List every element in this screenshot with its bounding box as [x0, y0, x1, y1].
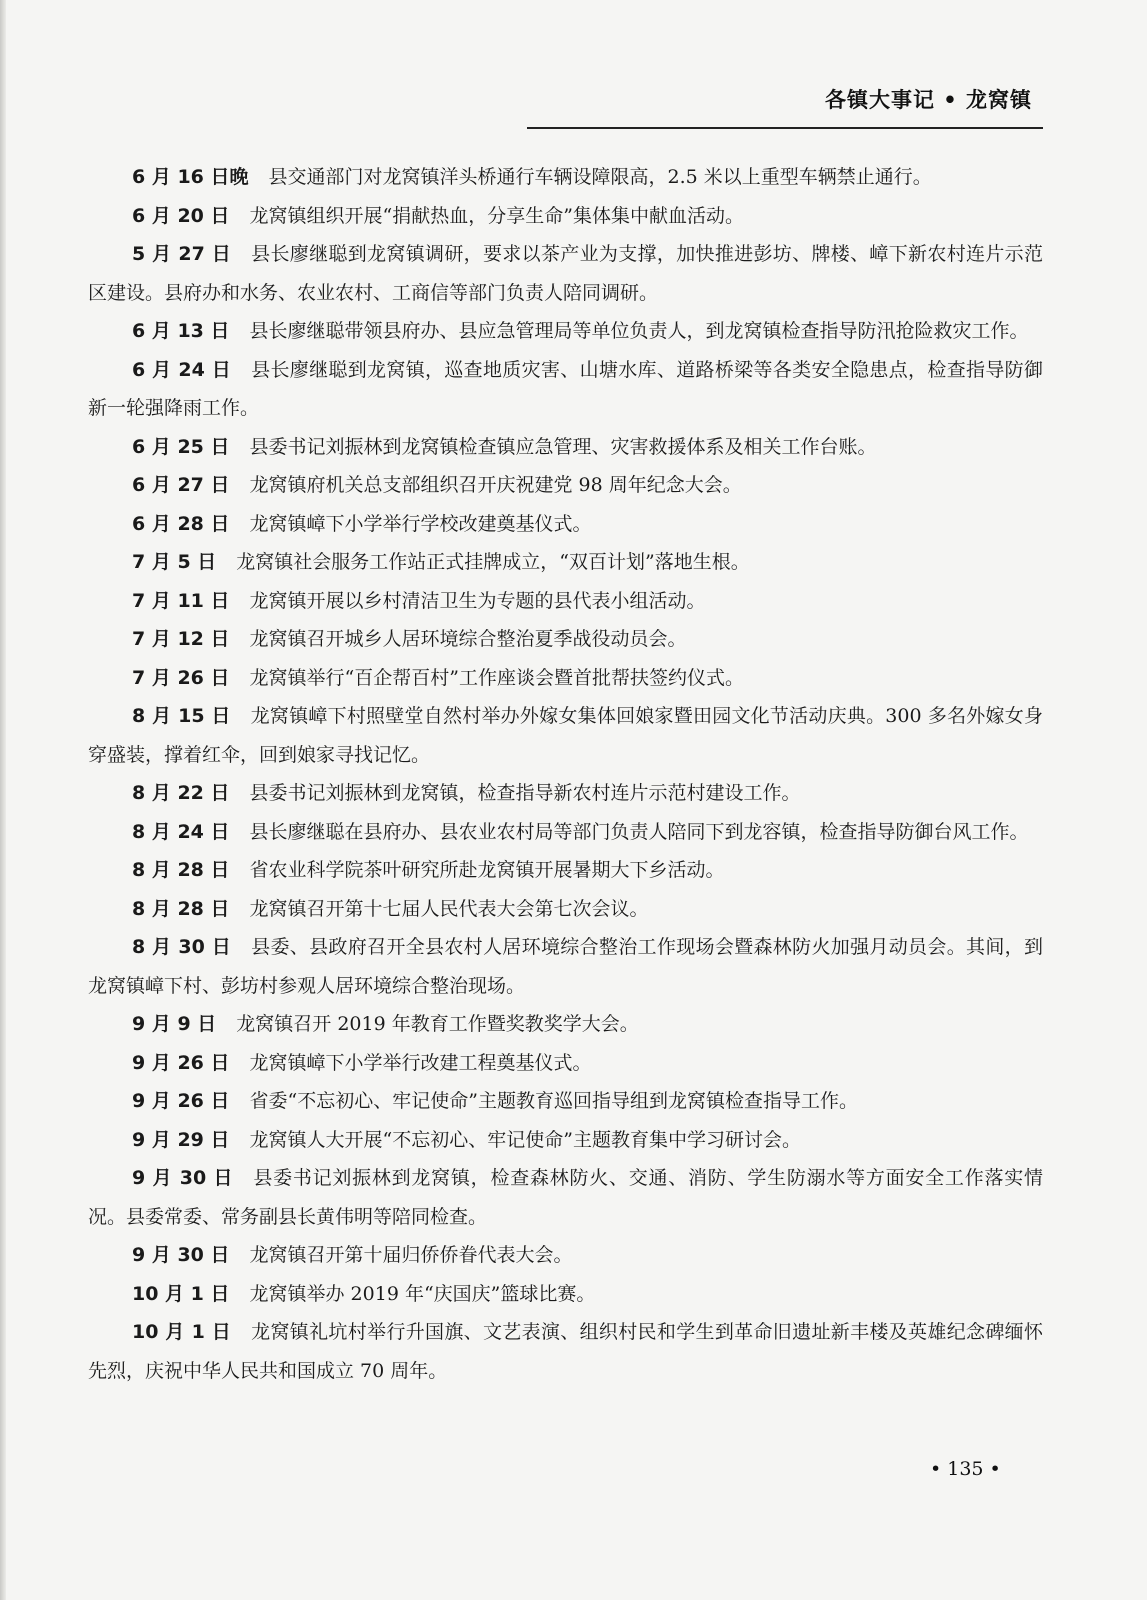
chronicle-entry [88, 1275, 1043, 1314]
entry-date: 6 月 25 日 [132, 435, 230, 458]
entry-text: 县长廖继聪到龙窝镇调研，要求以茶产业为支撑，加快推进彭坊、牌楼、嶂下新农村连片示范区建设。县府办和水务、农业农村、工商信等部门负责人陪同调研。 [88, 243, 1043, 304]
entry-text: 龙窝镇召开第十七届人民代表大会第七次会议。 [249, 897, 649, 920]
entry-text: 龙窝镇组织开展“捐献热血，分享生命”集体集中献血活动。 [249, 204, 744, 227]
entry-date: 8 月 28 日 [132, 897, 230, 920]
entry-text: 县委、县政府召开全县农村人居环境综合整治工作现场会暨森林防火加强月动员会。其间，到龙窝镇嶂下村、彭坊村参观人居环境综合整治现场。 [88, 936, 1043, 997]
entry-date: 9 月 9 日 [132, 1013, 217, 1035]
chronicle-entry [88, 1159, 1043, 1236]
entry-text: 龙窝镇召开 2019 年教育工作暨奖教奖学大会。 [236, 1013, 639, 1035]
entry-date: 6 月 28 日 [132, 512, 230, 535]
entry-text: 龙窝镇嶂下小学举行改建工程奠基仪式。 [249, 1051, 592, 1074]
entry-date: 8 月 28 日 [132, 859, 230, 881]
entry-date: 6 月 13 日 [132, 320, 230, 342]
entry-date: 9 月 26 日 [132, 1090, 230, 1112]
entry-date: 7 月 12 日 [132, 628, 230, 650]
chronicle-entry [88, 197, 1043, 236]
entry-text: 龙窝镇礼坑村举行升国旗、文艺表演、组织村民和学生到革命旧遗址新丰楼及英雄纪念碑缅怀先烈，庆祝中华人民共和国成立 70 周年。 [88, 1321, 1043, 1382]
entry-date: 6 月 20 日 [132, 204, 230, 227]
chronicle-entry [88, 928, 1043, 1005]
entry-date: 7 月 5 日 [132, 551, 217, 573]
entry-date: 9 月 26 日 [132, 1051, 230, 1074]
entry-text: 龙窝镇召开第十届归侨侨眷代表大会。 [249, 1244, 573, 1266]
chronicle-entries [88, 158, 1043, 1390]
chronicle-entry [88, 1313, 1043, 1390]
chronicle-entry [88, 1236, 1043, 1275]
entry-text: 龙窝镇社会服务工作站正式挂牌成立，“双百计划”落地生根。 [236, 551, 750, 573]
entry-date: 8 月 15 日 [132, 705, 231, 727]
entry-text: 龙窝镇府机关总支部组织召开庆祝建党 98 周年纪念大会。 [249, 474, 742, 496]
entry-text: 省委“不忘初心、牢记使命”主题教育巡回指导组到龙窝镇检查指导工作。 [249, 1090, 858, 1112]
entry-text: 龙窝镇举行“百企帮百村”工作座谈会暨首批帮扶签约仪式。 [249, 666, 744, 689]
chronicle-entry [88, 813, 1043, 852]
chronicle-entry [88, 659, 1043, 698]
entry-text: 省农业科学院茶叶研究所赴龙窝镇开展暑期大下乡活动。 [249, 859, 725, 881]
entry-text: 县长廖继聪到龙窝镇，巡查地质灾害、山塘水库、道路桥梁等各类安全隐患点，检查指导防御新一轮强降雨工作。 [88, 358, 1043, 419]
chronicle-entry [88, 312, 1043, 351]
chronicle-entry [88, 851, 1043, 890]
chronicle-entry [88, 697, 1043, 774]
running-head: 各镇大事记 • 龙窝镇 [824, 88, 1032, 112]
page-edge-shadow [0, 0, 6, 1600]
entry-text: 县长廖继聪在县府办、县农业农村局等部门负责人陪同下到龙容镇，检查指导防御台风工作。 [249, 820, 1029, 843]
chronicle-entry [88, 620, 1043, 659]
entry-date: 6 月 16 日晚 [132, 166, 249, 188]
chronicle-entry [88, 351, 1043, 428]
entry-date: 10 月 1 日 [132, 1321, 232, 1343]
entry-date: 6 月 27 日 [132, 474, 230, 496]
entry-text: 县委书记刘振林到龙窝镇，检查指导新农村连片示范村建设工作。 [249, 782, 801, 804]
entry-text: 龙窝镇召开城乡人居环境综合整治夏季战役动员会。 [249, 628, 687, 650]
entry-text: 龙窝镇开展以乡村清洁卫生为专题的县代表小组活动。 [249, 589, 706, 612]
entry-date: 8 月 22 日 [132, 782, 230, 804]
entry-date: 7 月 11 日 [132, 589, 230, 612]
entry-text: 龙窝镇嶂下小学举行学校改建奠基仪式。 [249, 512, 592, 535]
chronicle-entry [88, 582, 1043, 621]
entry-date: 6 月 24 日 [132, 358, 232, 381]
entry-text: 县委书记刘振林到龙窝镇检查镇应急管理、灾害救援体系及相关工作台账。 [249, 435, 877, 458]
entry-text: 县交通部门对龙窝镇洋头桥通行车辆设障限高，2.5 米以上重型车辆禁止通行。 [268, 166, 932, 188]
chronicle-entry [88, 1044, 1043, 1083]
chronicle-entry [88, 774, 1043, 813]
entry-text: 龙窝镇人大开展“不忘初心、牢记使命”主题教育集中学习研讨会。 [249, 1128, 801, 1151]
entry-date: 8 月 30 日 [132, 936, 232, 958]
chronicle-entry [88, 466, 1043, 505]
entry-date: 9 月 30 日 [132, 1167, 234, 1189]
chronicle-entry [88, 543, 1043, 582]
chronicle-entry [88, 890, 1043, 929]
entry-text: 龙窝镇嶂下村照壁堂自然村举办外嫁女集体回娘家暨田园文化节活动庆典。300 多名外嫁女身穿盛装，撑着红伞，回到娘家寻找记忆。 [88, 705, 1043, 766]
entry-text: 县长廖继聪带领县府办、县应急管理局等单位负责人，到龙窝镇检查指导防汛抢险救灾工作。 [249, 320, 1029, 342]
chronicle-entry [88, 235, 1043, 312]
header-rule [527, 127, 1043, 129]
entry-date: 9 月 30 日 [132, 1244, 230, 1266]
entry-text: 龙窝镇举办 2019 年“庆国庆”篮球比赛。 [249, 1282, 596, 1305]
entry-date: 10 月 1 日 [132, 1282, 230, 1305]
entry-date: 5 月 27 日 [132, 243, 232, 265]
chronicle-entry [88, 1082, 1043, 1121]
page-number: • 135 • [930, 1458, 1001, 1480]
chronicle-entry [88, 428, 1043, 467]
chronicle-entry [88, 505, 1043, 544]
chronicle-entry [88, 158, 1043, 197]
chronicle-entry [88, 1005, 1043, 1044]
chronicle-entry [88, 1121, 1043, 1160]
entry-date: 9 月 29 日 [132, 1128, 230, 1151]
entry-date: 8 月 24 日 [132, 820, 230, 843]
entry-date: 7 月 26 日 [132, 666, 230, 689]
entry-text: 县委书记刘振林到龙窝镇，检查森林防火、交通、消防、学生防溺水等方面安全工作落实情况。县委常委、常务副县长黄伟明等陪同检查。 [88, 1167, 1043, 1228]
